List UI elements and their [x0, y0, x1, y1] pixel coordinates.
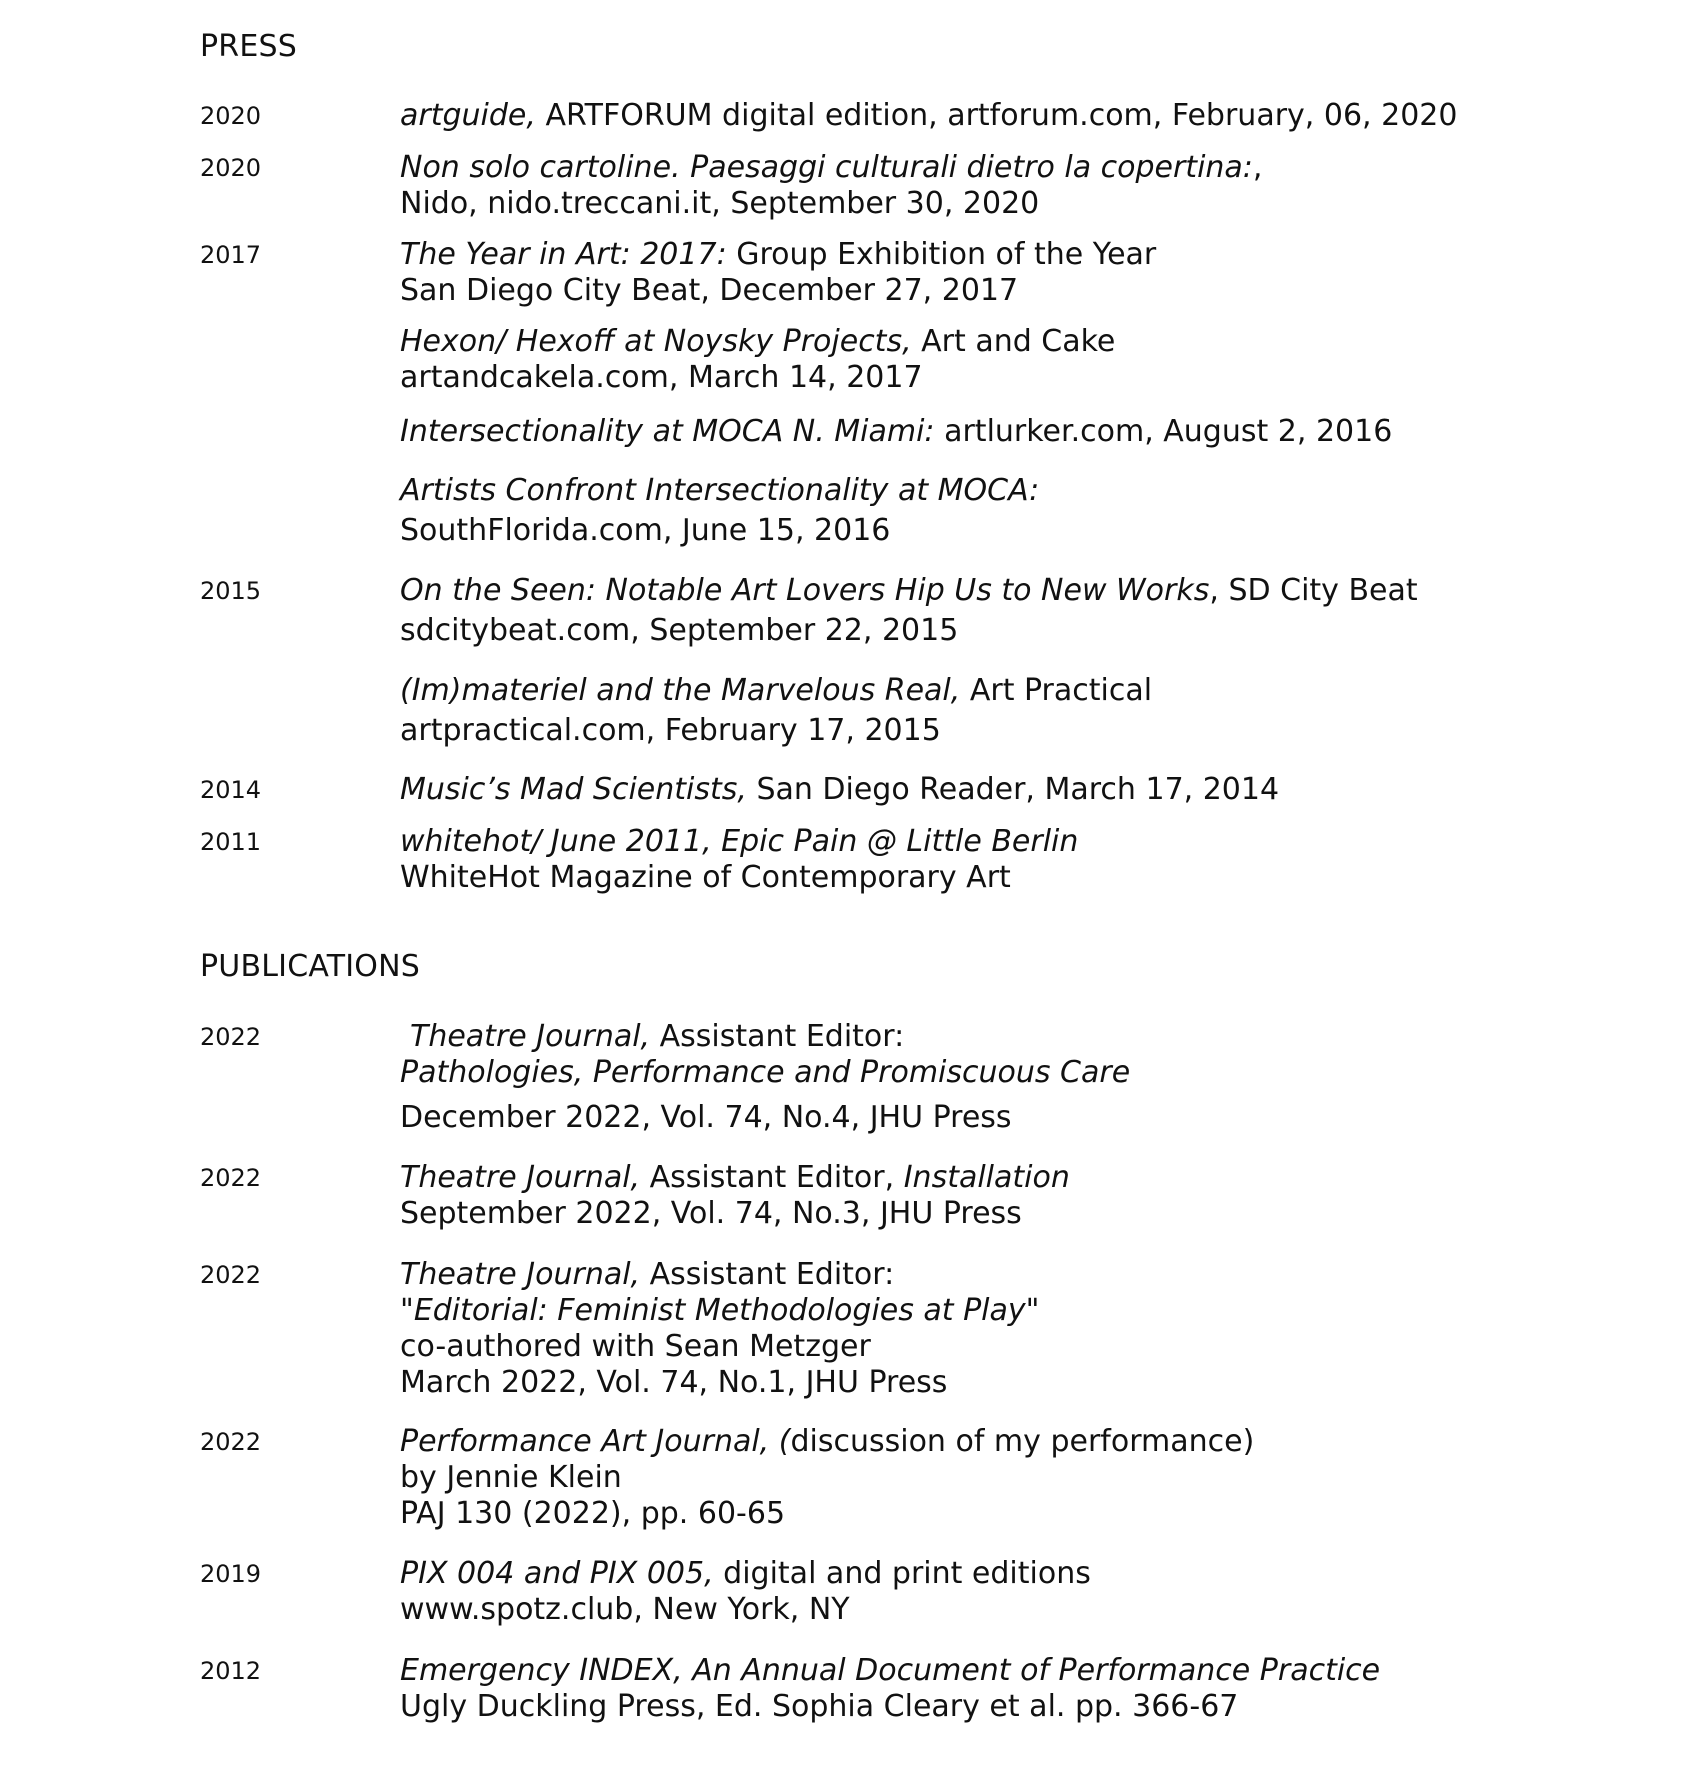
- entry-year: 2019: [200, 1560, 262, 1588]
- entry-role: Assistant Editor:: [640, 1257, 895, 1292]
- entry-year: 2022: [200, 1428, 262, 1456]
- entry-subtitle: Installation: [903, 1160, 1070, 1195]
- entry-format: digital and print editions: [713, 1556, 1091, 1591]
- entry-body: [400, 824, 1660, 896]
- entry-detail: www.spotz.club, New York, NY: [400, 1592, 850, 1627]
- entry-title: On the Seen: Notable Art Lovers Hip Us to New Works: [400, 573, 1210, 608]
- entry-year: 2012: [200, 1657, 262, 1685]
- entry-body: [400, 1424, 1660, 1532]
- entry-body: [400, 473, 1660, 549]
- entry-body: [400, 1653, 1660, 1725]
- entry-title: Emergency INDEX, An Annual Document of Performance Practice: [400, 1653, 1381, 1688]
- entry-coauthor: co-authored with Sean Metzger: [400, 1329, 871, 1364]
- entry-source: Art Practical: [960, 673, 1153, 708]
- entry-body: [400, 98, 1660, 134]
- entry-source: Group Exhibition of the Year: [726, 237, 1157, 272]
- entry-title: Theatre Journal,: [400, 1257, 641, 1292]
- entry-role: Assistant Editor,: [640, 1160, 904, 1195]
- entry-year: 2017: [200, 241, 262, 269]
- entry-source: San Diego Reader, March 17, 2014: [746, 772, 1280, 807]
- entry-title: Intersectionality at MOCA N. Miami:: [400, 414, 935, 449]
- entry-subtitle: Editorial: Feminist Methodologies at Play: [413, 1293, 1026, 1328]
- entry-title: Theatre Journal,: [410, 1019, 651, 1054]
- entry-year: 2015: [200, 577, 262, 605]
- entry-detail: artandcakela.com, March 14, 2017: [400, 360, 923, 395]
- entry-title: Artists Confront Intersectionality at MOCA:: [400, 473, 1040, 508]
- entry-year: 2022: [200, 1023, 262, 1051]
- press-heading: PRESS: [200, 29, 297, 64]
- entry-body: [400, 414, 1660, 450]
- entry-detail: Nido, nido.treccani.it, September 30, 2020: [400, 186, 1040, 221]
- entry-body: [400, 772, 1660, 808]
- entry-subtitle: Pathologies, Performance and Promiscuous Care: [400, 1055, 1131, 1090]
- entry-title: Theatre Journal,: [400, 1160, 641, 1195]
- publications-heading: PUBLICATIONS: [200, 949, 421, 984]
- entry-detail: San Diego City Beat, December 27, 2017: [400, 273, 1019, 308]
- entry-source: Art and Cake: [911, 324, 1116, 359]
- entry-title: Hexon/ Hexoff at Noysky Projects,: [400, 324, 912, 359]
- entry-detail: September 2022, Vol. 74, No.3, JHU Press: [400, 1196, 1022, 1231]
- entry-source: , SD City Beat: [1209, 573, 1418, 608]
- entry-title: Music’s Mad Scientists,: [400, 772, 747, 807]
- entry-title: Performance Art Journal, (: [400, 1424, 791, 1459]
- entry-source: ARTFORUM digital edition, artforum.com, February, 06, 2020: [535, 98, 1458, 133]
- close-quote: ": [1025, 1293, 1040, 1328]
- entry-year: 2020: [200, 102, 262, 130]
- entry-body: [400, 1019, 1660, 1136]
- entry-role: Assistant Editor:: [650, 1019, 905, 1054]
- entry-year: 2020: [200, 154, 262, 182]
- entry-title: PIX 004 and PIX 005,: [400, 1556, 714, 1591]
- entry-detail: artpractical.com, February 17, 2015: [400, 713, 941, 748]
- entry-detail: December 2022, Vol. 74, No.4, JHU Press: [400, 1100, 1012, 1135]
- entry-year: 2022: [200, 1164, 262, 1192]
- entry-source: ,: [1252, 150, 1263, 185]
- entry-body: [400, 150, 1660, 222]
- entry-detail: sdcitybeat.com, September 22, 2015: [400, 613, 959, 648]
- entry-body: [400, 1257, 1660, 1401]
- entry-body: [400, 1160, 1660, 1232]
- entry-author: by Jennie Klein: [400, 1460, 622, 1495]
- open-quote: ": [400, 1293, 414, 1328]
- entry-year: 2011: [200, 828, 262, 856]
- entry-detail: Ugly Duckling Press, Ed. Sophia Cleary et al. pp. 366-67: [400, 1689, 1239, 1724]
- entry-year: 2014: [200, 776, 262, 804]
- entry-detail: March 2022, Vol. 74, No.1, JHU Press: [400, 1365, 948, 1400]
- entry-source: artlurker.com, August 2, 2016: [934, 414, 1393, 449]
- entry-body: [400, 237, 1660, 309]
- entry-title: The Year in Art: 2017:: [400, 237, 727, 272]
- entry-year: 2022: [200, 1261, 262, 1289]
- entry-body: [400, 1556, 1660, 1628]
- entry-detail: SouthFlorida.com, June 15, 2016: [400, 513, 891, 548]
- entry-body: [400, 573, 1660, 649]
- entry-detail: PAJ 130 (2022), pp. 60-65: [400, 1496, 786, 1531]
- entry-title: Non solo cartoline. Paesaggi culturali dietro la copertina:: [400, 150, 1253, 185]
- entry-note: discussion of my performance): [790, 1424, 1255, 1459]
- entry-title: whitehot/ June 2011, Epic Pain @ Little Berlin: [400, 824, 1079, 859]
- entry-body: [400, 324, 1660, 396]
- entry-detail: WhiteHot Magazine of Contemporary Art: [400, 860, 1011, 895]
- entry-title: (Im)materiel and the Marvelous Real,: [400, 673, 961, 708]
- entry-body: [400, 673, 1660, 749]
- entry-title: artguide,: [400, 98, 536, 133]
